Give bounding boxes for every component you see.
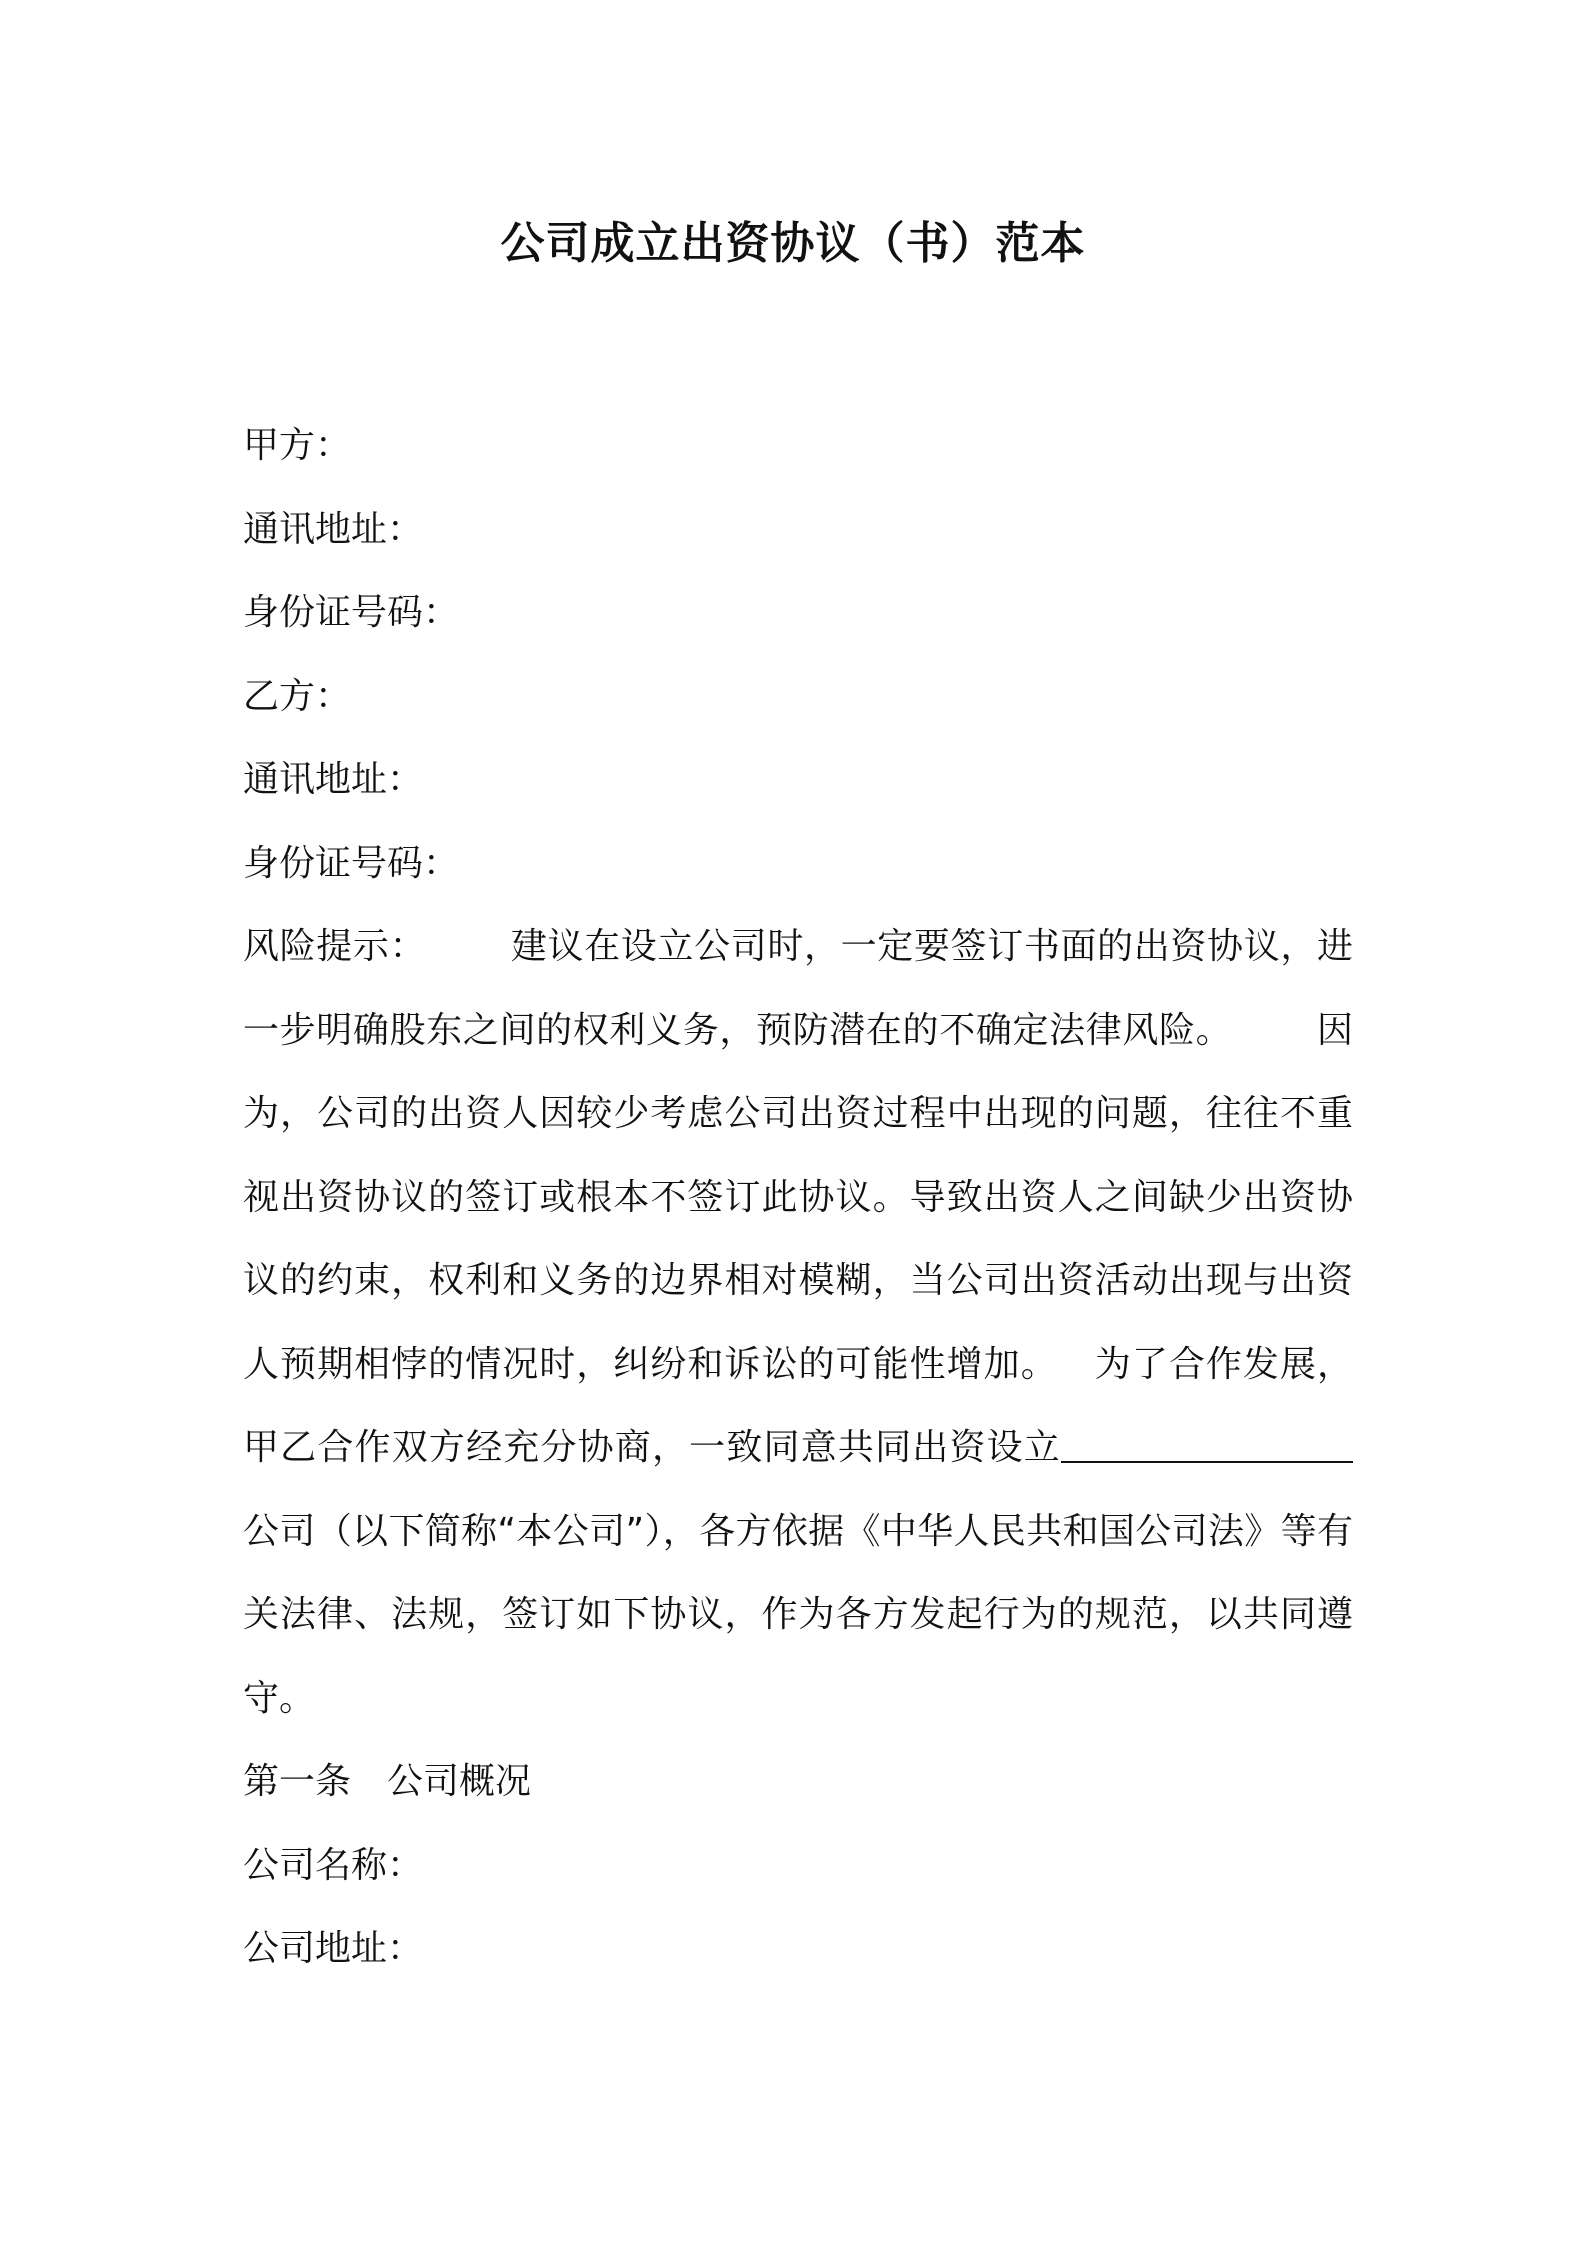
article-1-number: 第一条 xyxy=(243,1761,352,1802)
document-body xyxy=(243,404,1353,1991)
risk-text-1: 建议在设立公司时，一定要签订书面的出资协议，进一步明确股东之间的权利义务，预防潜在的不确定法律风险。 xyxy=(243,926,1353,1051)
article-1-heading xyxy=(243,1740,1353,1824)
party-b-id-label: 身份证号码： xyxy=(243,842,460,884)
party-a-id-label: 身份证号码： xyxy=(243,592,460,633)
party-a-address-label: 通讯地址： xyxy=(243,508,424,550)
article-1-title: 公司概况 xyxy=(387,1761,532,1802)
party-b-address-label: 通讯地址： xyxy=(243,759,424,800)
company-name-label: 公司名称： xyxy=(243,1844,424,1886)
company-name-blank[interactable] xyxy=(1061,1431,1353,1463)
risk-label: 风险提示： xyxy=(243,926,427,967)
document-title: 公司成立出资协议（书）范本 xyxy=(500,218,1086,269)
risk-text-3a: 为了合作发展，甲乙合作双方经充分协商，一致同意共同出资设立 xyxy=(243,1343,1353,1468)
company-address-label: 公司地址： xyxy=(243,1928,424,1969)
risk-paragraph xyxy=(243,905,1353,1740)
party-b-label: 乙方： xyxy=(243,675,352,717)
risk-text-2: 因为，公司的出资人因较少考虑公司出资过程中出现的问题，往往不重视出资协议的签订或根本不签订此协议。导致出资人之间缺少出资协议的约束，权利和义务的边界相对模糊，当公司出资活动出现与出资人预期相悖的情况时，纠纷和诉讼的可能性增加。 xyxy=(243,1009,1353,1385)
party-a-label: 甲方： xyxy=(243,425,352,466)
risk-text-3b: 公司（以下简称“本公司”），各方依据《中华人民共和国公司法》等有关法律、法规，签订如下协议，作为各方发起行为的规范，以共同遵守。 xyxy=(243,1510,1353,1719)
